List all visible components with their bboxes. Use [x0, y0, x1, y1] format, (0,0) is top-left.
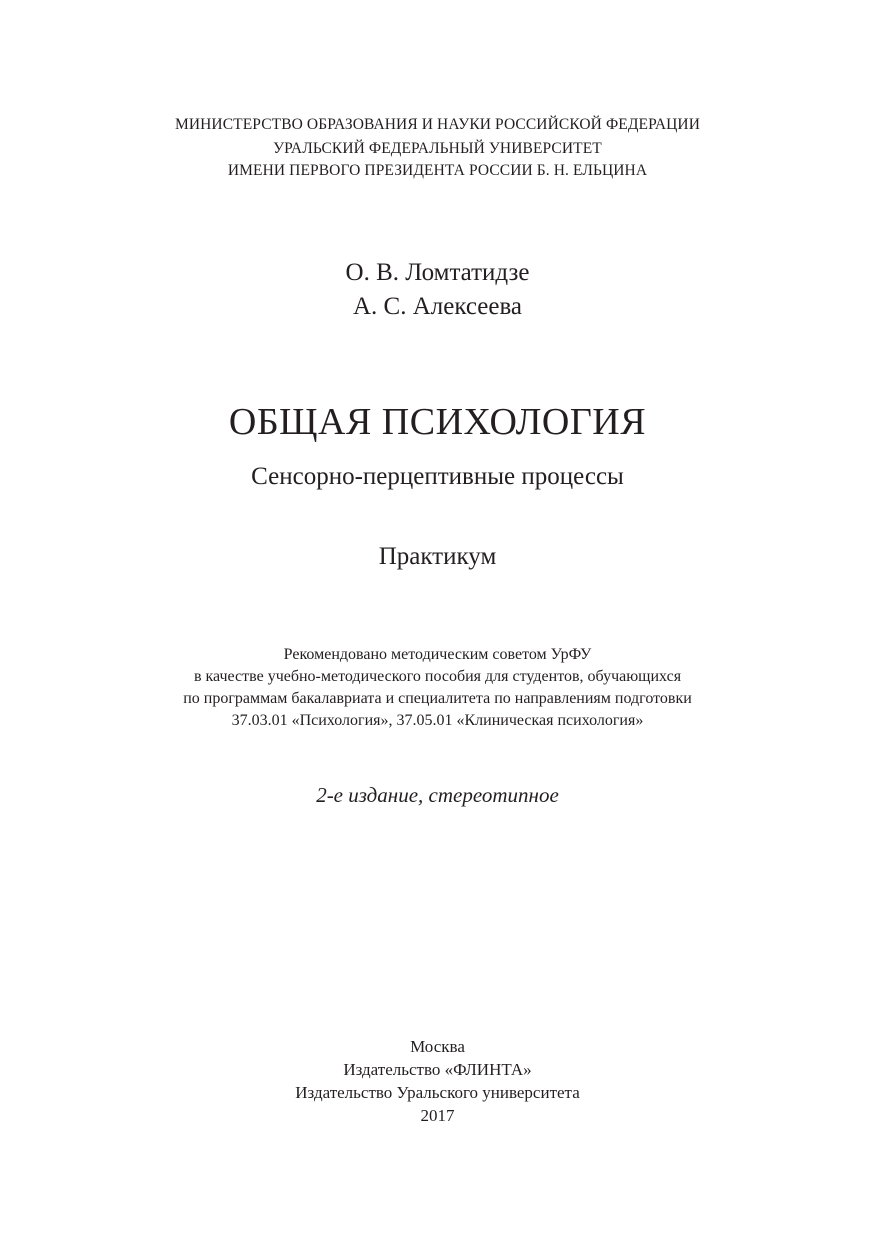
imprint-publisher: Издательство «ФЛИНТА» [343, 1060, 532, 1079]
institution-line-named-after: ИМЕНИ ПЕРВОГО ПРЕЗИДЕНТА РОССИИ Б. Н. ЕЛЬЦИНА [227, 162, 648, 179]
book-type: Практикум [378, 543, 497, 570]
book-subtitle: Сенсорно-перцептивные процессы [251, 463, 624, 490]
recommendation-line: 37.03.01 «Психология», 37.05.01 «Клиническая психология» [231, 712, 644, 729]
book-title: ОБЩАЯ ПСИХОЛОГИЯ [228, 401, 647, 443]
institution-line-ministry: МИНИСТЕРСТВО ОБРАЗОВАНИЯ И НАУКИ РОССИЙСКОЙ ФЕДЕРАЦИИ [174, 116, 701, 133]
institution-line-university: УРАЛЬСКИЙ ФЕДЕРАЛЬНЫЙ УНИВЕРСИТЕТ [273, 140, 602, 157]
edition-note: 2-е издание, стереотипное [316, 783, 559, 807]
author-name: О. В. Ломтатидзе [345, 259, 530, 286]
imprint-year: 2017 [420, 1106, 455, 1125]
recommendation-line: в качестве учебно-методического пособия для студентов, обучающихся [193, 668, 682, 685]
recommendation-line: по программам бакалавриата и специалитета по направлениям подготовки [183, 690, 692, 707]
imprint-city: Москва [410, 1037, 465, 1056]
imprint-publisher: Издательство Уральского университета [295, 1083, 580, 1102]
recommendation-line: Рекомендовано методическим советом УрФУ [283, 646, 592, 663]
author-name: А. С. Алексеева [352, 293, 523, 320]
